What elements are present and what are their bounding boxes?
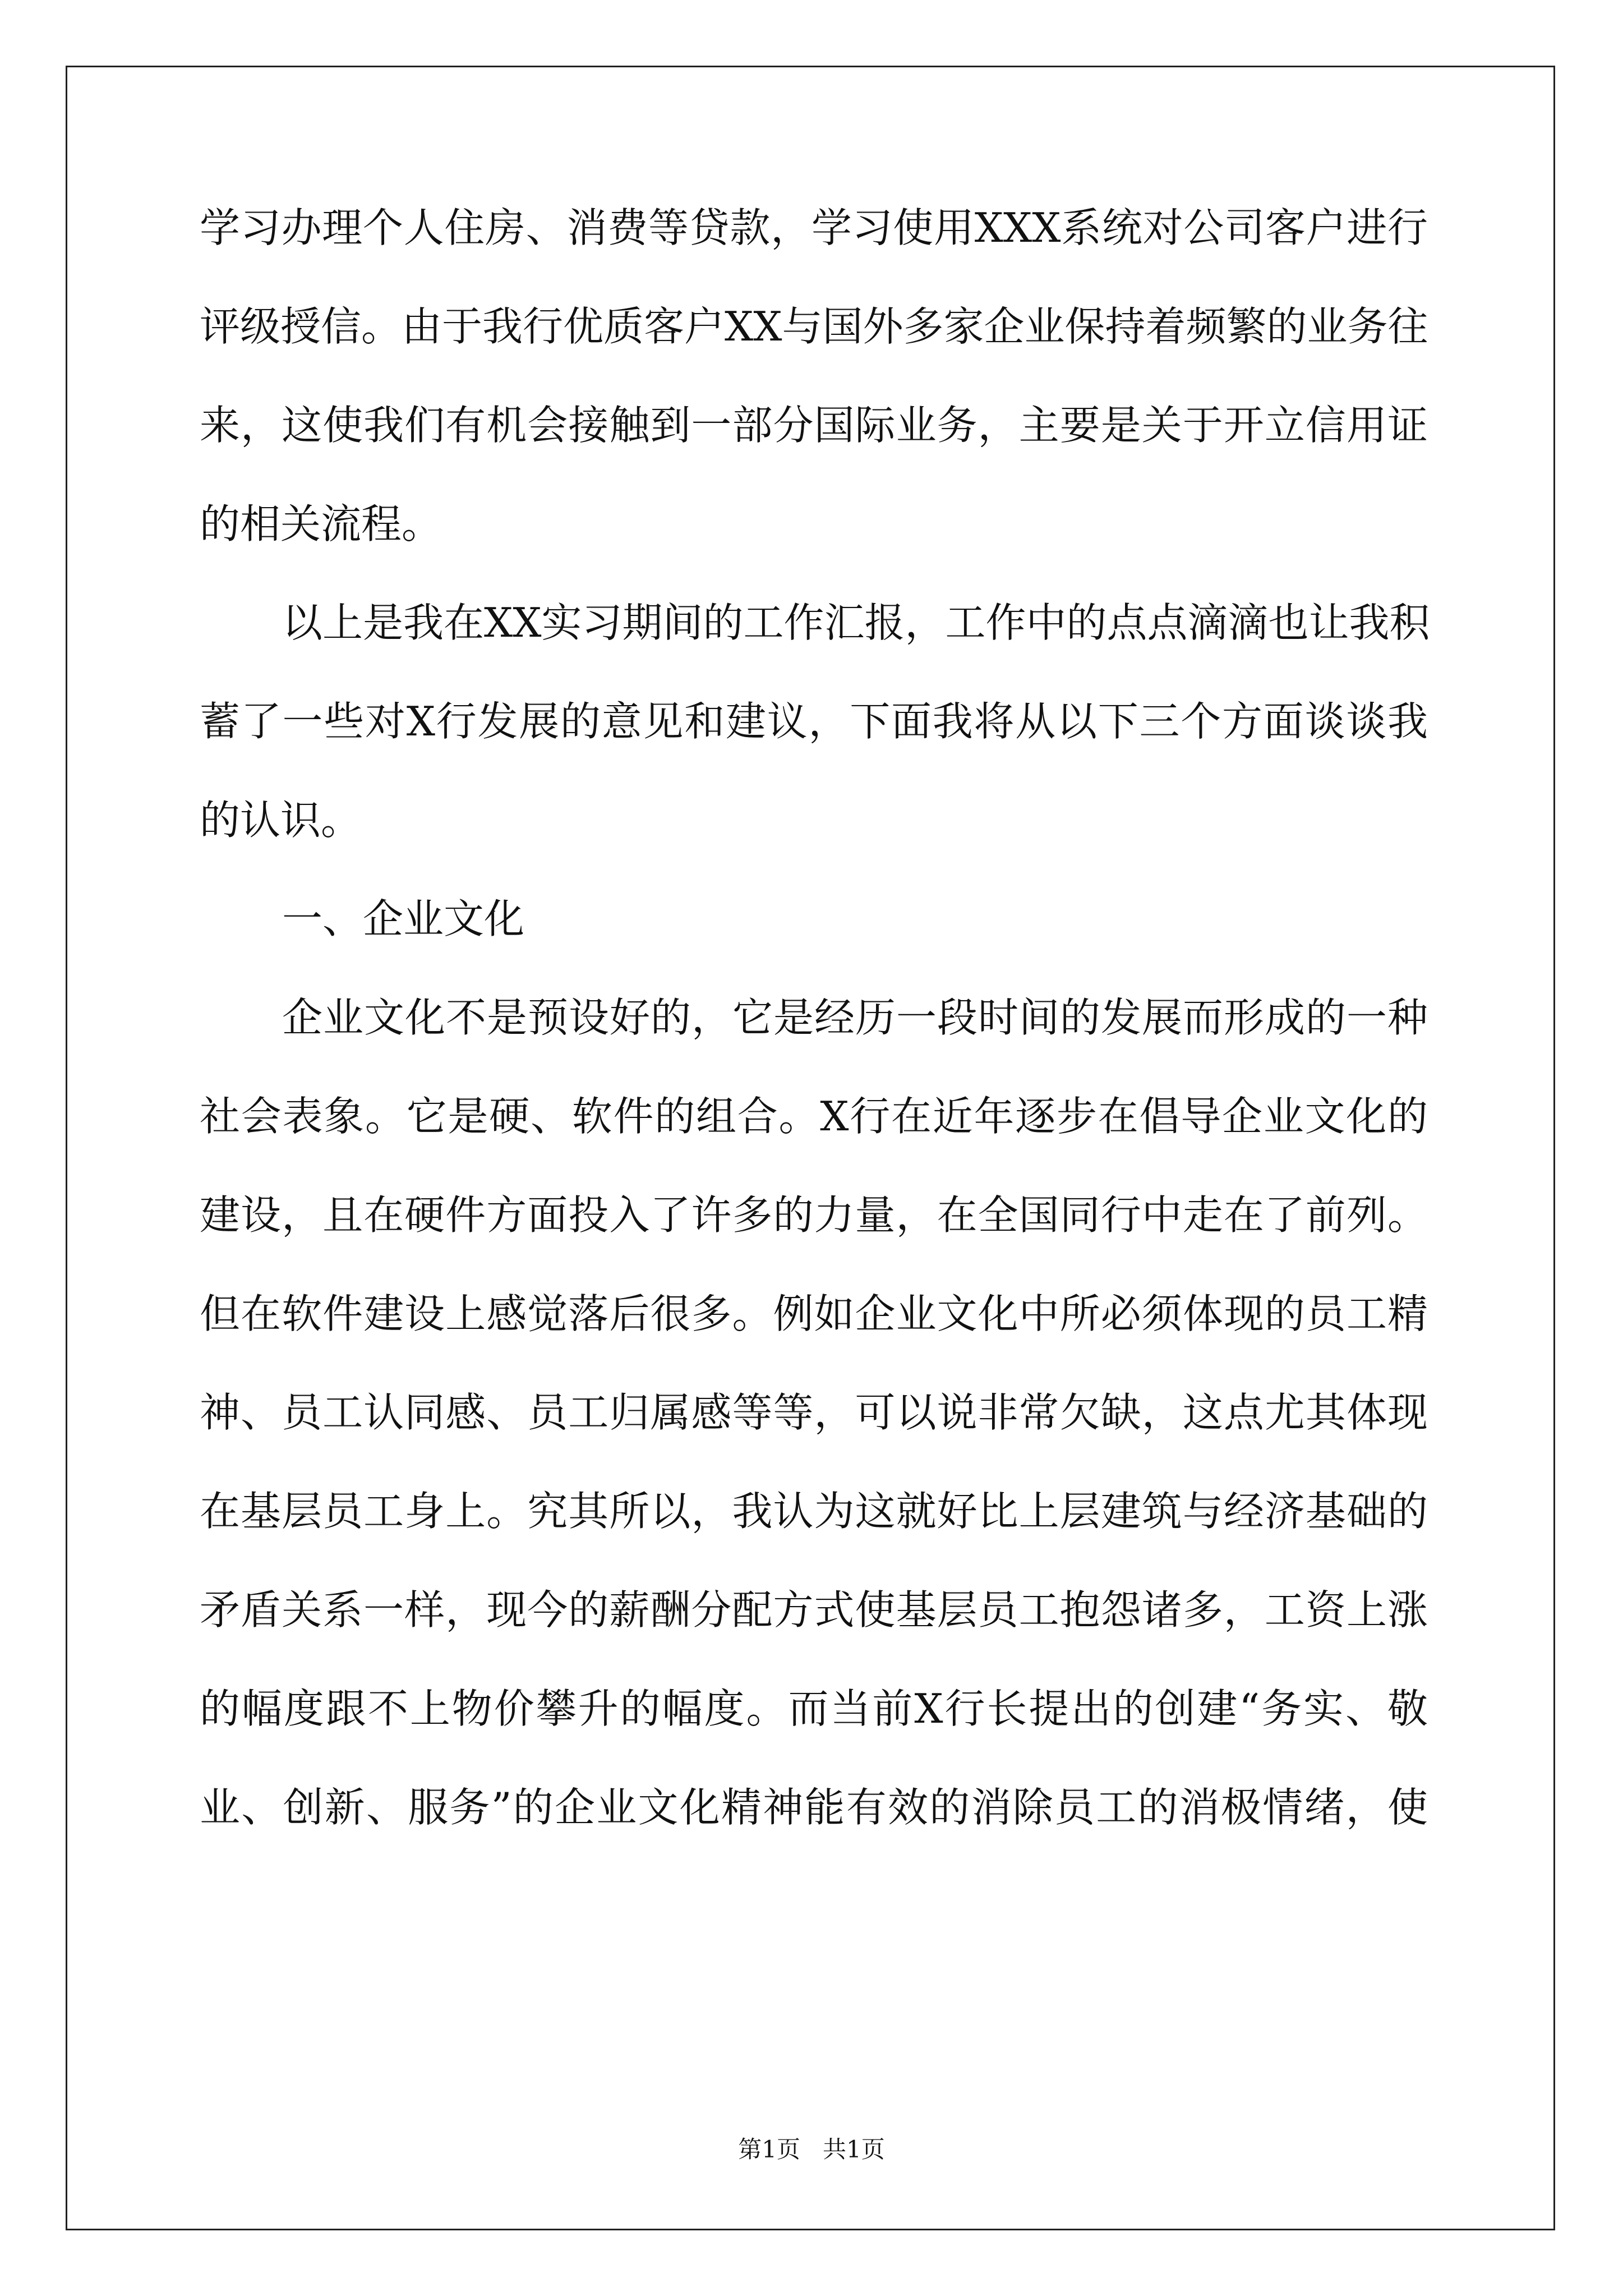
text-line: 评级授信。由于我行优质客户XX与国外多家企业保持着频繁的业务往 (200, 303, 1428, 350)
text-line: 矛盾关系一样，现今的薪酬分配方式使基层员工抱怨诸多，工资上涨 (200, 1586, 1428, 1634)
text-line: 的幅度跟不上物价攀升的幅度。而当前X行长提出的创建“务实、敬 (200, 1685, 1428, 1732)
text-line: 的相关流程。 (200, 500, 442, 547)
paragraph-start: 企业文化不是预设好的，它是经历一段时间的发展而形成的一种 (282, 994, 1428, 1041)
document-body (200, 204, 1430, 1886)
text-line: 神、员工认同感、员工归属感等等，可以说非常欠缺，这点尤其体现 (200, 1389, 1428, 1436)
text-line: 社会表象。它是硬、软件的组合。X行在近年逐步在倡导企业文化的 (200, 1093, 1428, 1140)
paragraph-start: 以上是我在XX实习期间的工作汇报，工作中的点点滴滴也让我积 (282, 599, 1430, 646)
text-line: 来，这使我们有机会接触到一部分国际业务，主要是关于开立信用证 (200, 402, 1428, 449)
text-line: 在基层员工身上。究其所以，我认为这就好比上层建筑与经济基础的 (200, 1488, 1428, 1535)
page-footer (0, 2136, 1623, 2164)
section-heading: 一、企业文化 (282, 895, 525, 942)
text-line: 的认识。 (200, 797, 362, 844)
text-line: 业、创新、服务”的企业文化精神能有效的消除员工的消极情绪，使 (200, 1784, 1428, 1831)
page-number: 第1页 共1页 (738, 2136, 885, 2163)
text-line: 但在软件建设上感觉落后很多。例如企业文化中所必须体现的员工精 (200, 1290, 1428, 1337)
text-line: 蓄了一些对X行发展的意见和建议，下面我将从以下三个方面谈谈我 (200, 698, 1428, 745)
text-line: 学习办理个人住房、消费等贷款，学习使用XXX系统对公司客户进行 (200, 204, 1428, 251)
text-line: 建设，且在硬件方面投入了许多的力量，在全国同行中走在了前列。 (200, 1191, 1428, 1239)
